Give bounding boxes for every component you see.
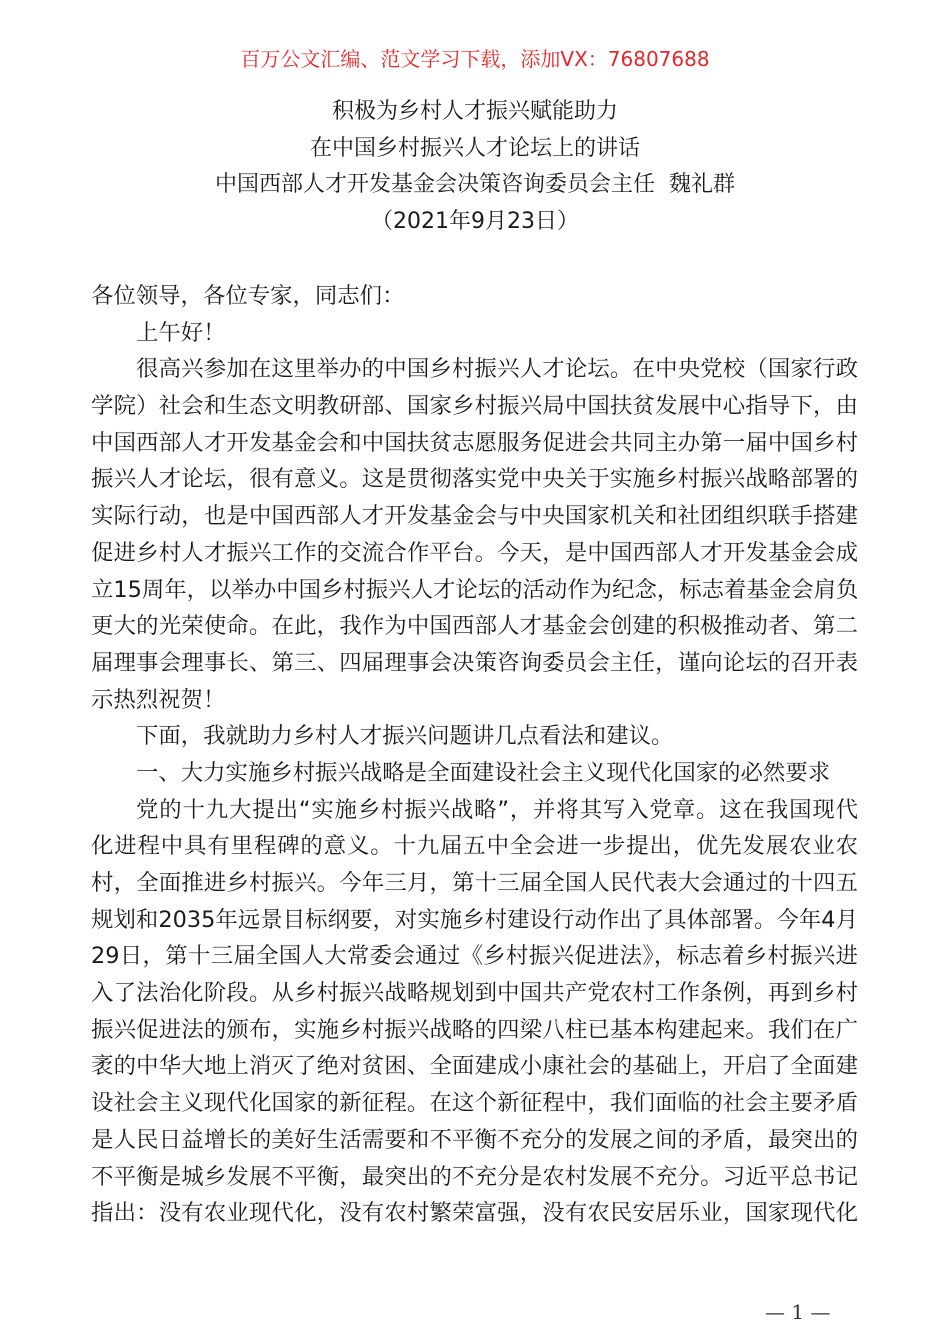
paragraph-line: 不平衡是城乡发展不平衡，最突出的不充分是农村发展不充分。习近平总书记	[91, 1163, 858, 1190]
paragraph-line: 学院）社会和生态文明教研部、国家乡村振兴局中国扶贫发展中心指导下，由	[91, 393, 858, 420]
paragraph-line: 立15周年，以举办中国乡村振兴人才论坛的活动作为纪念，标志着基金会肩负	[91, 576, 859, 603]
paragraph-line: 实际行动，也是中国西部人才开发基金会与中央国家机关和社团组织联手搭建	[91, 503, 858, 530]
paragraph-line: 振兴促进法的颁布，实施乡村振兴战略的四梁八柱已基本构建起来。我们在广	[91, 1016, 858, 1043]
paragraph-line: 示热烈祝贺！	[91, 686, 226, 713]
paragraph-line: 29日，第十三届全国人大常委会通过《乡村振兴促进法》，标志着乡村振兴进	[91, 943, 858, 970]
paragraph-line: 中国西部人才开发基金会和中国扶贫志愿服务促进会共同主办第一届中国乡村	[91, 429, 858, 456]
paragraph-line: 设社会主义现代化国家的新征程。在这个新征程中，我们面临的社会主要矛盾	[91, 1090, 858, 1117]
paragraph-line: 届理事会理事长、第三、四届理事会决策咨询委员会主任，谨向论坛的召开表	[91, 649, 858, 676]
section-heading-1: 一、大力实施乡村振兴战略是全面建设社会主义现代化国家的必然要求	[136, 759, 831, 786]
paragraph-line: 规划和2035年远景目标纲要，对实施乡村建设行动作出了具体部署。今年4月	[91, 906, 858, 933]
page-number: — 1 —	[765, 1300, 831, 1324]
greeting: 上午好！	[136, 319, 226, 346]
paragraph-line: 党的十九大提出“实施乡村振兴战略”，并将其写入党章。这在我国现代	[136, 796, 858, 823]
paragraph-line: 是人民日益增长的美好生活需要和不平衡不充分的发展之间的矛盾，最突出的	[91, 1126, 858, 1153]
document-header	[0, 94, 950, 241]
document-body	[91, 278, 858, 1232]
paragraph-line: 很高兴参加在这里举办的中国乡村振兴人才论坛。在中央党校（国家行政	[136, 356, 858, 383]
salutation: 各位领导，各位专家，同志们：	[91, 283, 405, 309]
paragraph-2: 下面，我就助力乡村人才振兴问题讲几点看法和建议。	[136, 723, 674, 750]
paragraph-line: 更大的光荣使命。在此，我作为中国西部人才基金会创建的积极推动者、第二	[91, 613, 858, 640]
paragraph-3	[91, 792, 858, 1232]
paragraph-line: 指出：没有农业现代化，没有农村繁荣富强，没有农民安居乐业，国家现代化	[91, 1200, 858, 1227]
paragraph-line: 村，全面推进乡村振兴。今年三月，第十三届全国人民代表大会通过的十四五	[91, 870, 858, 896]
paragraph-1	[91, 351, 858, 718]
paragraph-line: 化进程中具有里程碑的意义。十九届五中全会进一步提出，优先发展农业农	[91, 833, 858, 860]
watermark-banner: 百万公文汇编、范文学习下载，添加VX：76807688	[240, 47, 710, 71]
paragraph-line: 振兴人才论坛，很有意义。这是贯彻落实党中央关于实施乡村振兴战略部署的	[91, 466, 858, 493]
document-subtitle: 在中国乡村振兴人才论坛上的讲话	[309, 135, 640, 161]
paragraph-line: 促进乡村人才振兴工作的交流合作平台。今天，是中国西部人才开发基金会成	[91, 539, 858, 566]
paragraph-line: 袤的中华大地上消灭了绝对贫困、全面建成小康社会的基础上，开启了全面建	[91, 1053, 858, 1080]
document-title: 积极为乡村人才振兴赋能助力	[331, 99, 618, 124]
speaker-line: 中国西部人才开发基金会决策咨询委员会主任 魏礼群	[215, 172, 735, 198]
paragraph-line: 入了法治化阶段。从乡村振兴战略规划到中国共产党农村工作条例，再到乡村	[91, 980, 858, 1007]
speech-date: （2021年9月23日）	[371, 209, 579, 235]
